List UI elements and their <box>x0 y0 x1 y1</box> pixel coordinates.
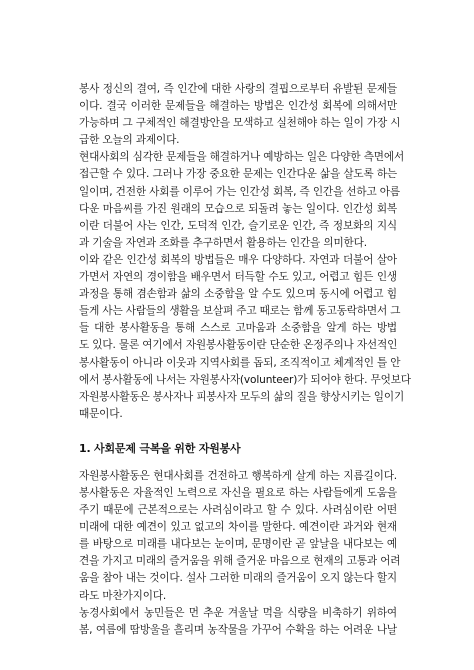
text-line: 주기 때문에 근본적으로는 사려심이라고 할 수 있다. 사려심이란 어떤 <box>79 504 397 517</box>
text-line: 라도 마찬가지이다. <box>79 589 167 602</box>
text-line: 에서 봉사활동에 나서는 자원봉사자(volunteer)가 되어야 한다. 무엇보다 <box>79 373 411 386</box>
text-line: 봄, 여름에 땀방울을 흘리며 농작물을 가꾸어 수확을 하는 어려운 나날 <box>79 623 397 636</box>
text-line: 이와 같은 인간성 회복의 방법들은 매우 다양하다. 자연과 더불어 살아 <box>79 253 397 266</box>
text-line: 접근할 수 있다. 그러나 가장 중요한 문제는 인간다운 삶을 살도록 하는 <box>79 168 397 181</box>
text-line: 미래에 대한 예견이 있고 없고의 차이를 말한다. 예견이란 과거와 현재 <box>79 521 397 534</box>
text-line: 급한 오늘의 과제이다. <box>79 134 180 147</box>
text-line: 봉사 정신의 결여, 즉 인간에 대한 사랑의 결핍으로부터 유발된 문제들 <box>79 83 397 95</box>
paragraph <box>79 468 401 605</box>
text-line: 도 있다. 물론 여기에서 자원봉사활동이란 단순한 온정주의나 자선적인 <box>79 339 398 352</box>
document-body <box>79 81 411 639</box>
text-line: 농경사회에서 농민들은 먼 추운 겨울날 먹을 식량을 비축하기 위하여 <box>79 606 397 619</box>
text-line: 다운 마음씨를 가진 원래의 모습으로 되돌려 놓는 일이다. 인간성 회복 <box>79 202 397 215</box>
text-line: 때문이다. <box>79 407 123 420</box>
paragraph <box>79 81 401 149</box>
text-line: 들게 사는 사람들의 생활을 보살펴 주고 때로는 함께 동고동락하면서 그 <box>79 305 401 318</box>
text-line: 가면서 자연의 경이함을 배우면서 터득할 수도 있고, 어렵고 힘든 인생 <box>79 271 397 284</box>
text-line: 를 바탕으로 미래를 내다보는 눈이며, 문명이란 곧 앞날을 내다보는 예 <box>79 538 397 551</box>
text-line: 견을 가지고 미래의 즐거움을 위해 즐거운 마음으로 현재의 고통과 어려 <box>79 555 401 568</box>
text-line: 봉사활동은 자율적인 노력으로 자신을 필요로 하는 사람들에게 도움을 <box>79 486 397 499</box>
paragraph <box>79 252 411 423</box>
text-line: 이란 더불어 사는 인간, 도덕적 인간, 슬기로운 인간, 즉 정보화의 지식 <box>79 219 397 232</box>
text-line: 과 기술을 자연과 조화를 추구하면서 활용하는 인간을 의미한다. <box>79 236 367 249</box>
text-line: 이다. 결국 이러한 문제들을 해결하는 방법은 인간성 회복에 의해서만 <box>79 100 397 113</box>
text-line: 과정을 통해 겸손함과 삶의 소중함을 알 수도 있으며 동시에 어렵고 힘 <box>79 288 397 301</box>
text-line: 봉사활동이 아니라 이웃과 지역사회를 돕되, 조직적이고 체계적인 틀 안 <box>79 356 401 369</box>
text-line: 일이며, 건전한 사회를 이루어 가는 인간성 회복, 즉 인간을 선하고 아름 <box>79 185 400 198</box>
text-line: 들 대한 봉사활동을 통해 스스로 고마움과 소중함을 알게 하는 방법 <box>79 322 397 335</box>
text-line: 자원봉사활동은 현대사회를 건전하고 행복하게 살게 하는 지름길이다. <box>79 469 397 482</box>
paragraph <box>79 149 405 252</box>
text-line: 자원봉사활동은 봉사자나 피봉사자 모두의 삶의 질을 향상시키는 일이기 <box>79 390 405 403</box>
intro-section <box>79 81 411 423</box>
section-1-body <box>79 468 401 639</box>
paragraph <box>79 605 397 639</box>
text-line: 현대사회의 심각한 문제들을 해결하거나 예방하는 일은 다양한 측면에서 <box>79 151 405 164</box>
text-line: 가능하며 그 구체적인 해결방안을 모색하고 실천해야 하는 일이 가장 시 <box>79 117 401 130</box>
section-heading: 1. 사회문제 극복을 위한 자원봉사 <box>79 441 241 455</box>
text-line: 움을 참아 내는 것이다. 설사 그러한 미래의 즐거움이 오지 않는다 할지 <box>79 572 397 585</box>
